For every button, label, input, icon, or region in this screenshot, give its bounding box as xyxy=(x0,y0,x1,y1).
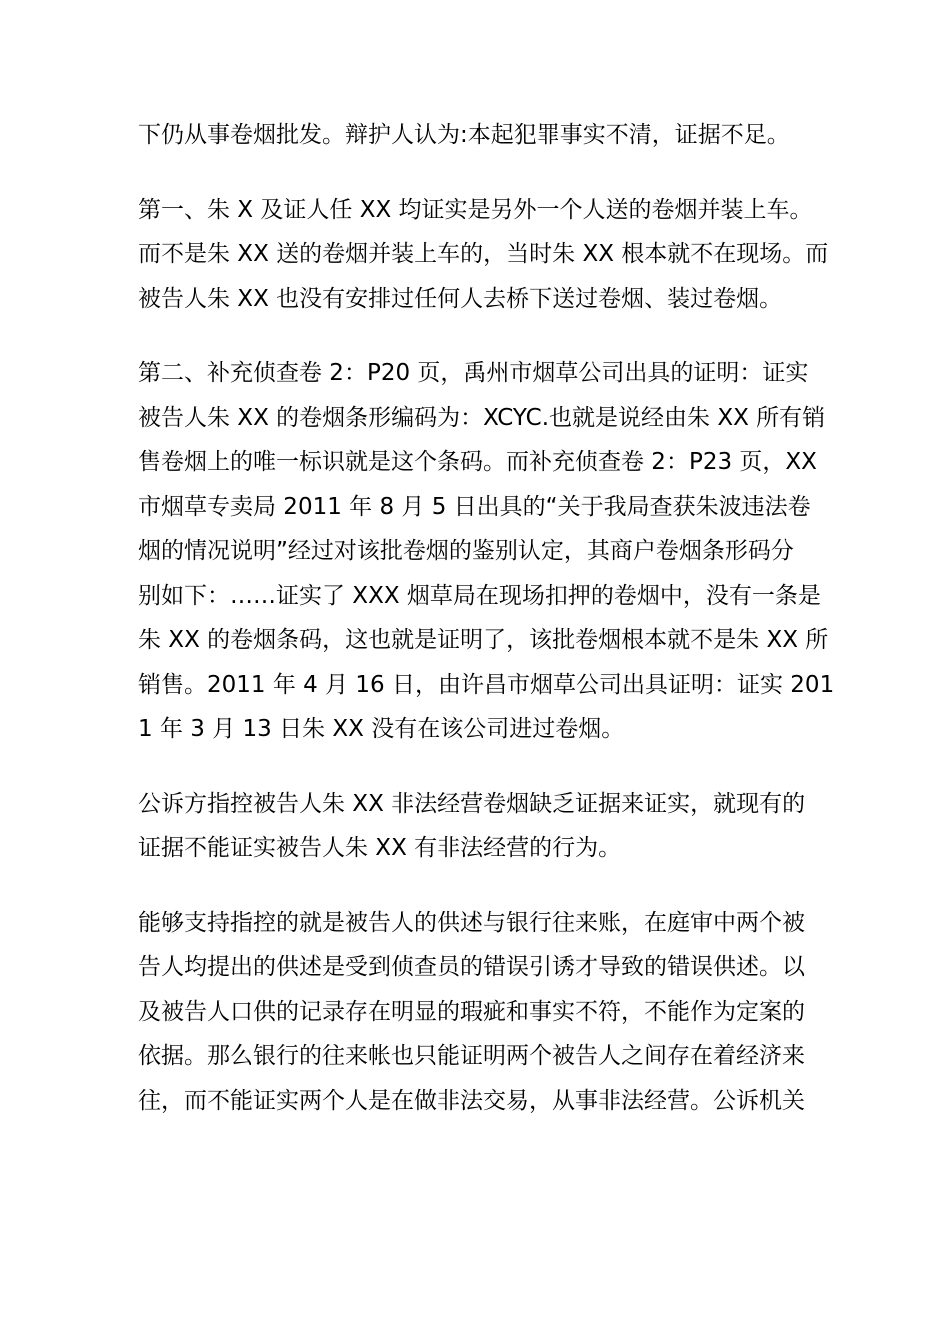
text-line: 而不是朱 XX 送的卷烟并装上车的，当时朱 XX 根本就不在现场。而 xyxy=(138,241,829,267)
text-line: 公诉方指控被告人朱 XX 非法经营卷烟缺乏证据来证实，就现有的 xyxy=(138,790,806,817)
paragraph-2 xyxy=(138,188,828,322)
text-line: 证据不能证实被告人朱 XX 有非法经营的行为。 xyxy=(138,835,622,861)
text-line: 别如下：……证实了 XXX 烟草局在现场扣押的卷烟中，没有一条是 xyxy=(138,582,821,609)
text-line: 及被告人口供的记录存在明显的瑕疵和事实不符，不能作为定案的 xyxy=(138,998,805,1025)
text-line: 第二、补充侦查卷 2：P20 页，禹州市烟草公司出具的证明：证实 xyxy=(138,360,809,386)
paragraph-1 xyxy=(138,113,828,158)
text-line: 依据。那么银行的往来帐也只能证明两个被告人之间存在着经济来 xyxy=(138,1043,805,1069)
text-line: 市烟草专卖局 2011 年 8 月 5 日出具的“关于我局查获朱波违法卷 xyxy=(138,493,811,520)
text-line: 朱 XX 的卷烟条码，这也就是证明了，该批卷烟根本就不是朱 XX 所 xyxy=(138,627,829,653)
text-line: 第一、朱 X 及证人任 XX 均证实是另外一个人送的卷烟并装上车。 xyxy=(138,196,813,223)
text-line: 往，而不能证实两个人是在做非法交易，从事非法经营。公诉机关 xyxy=(138,1087,805,1114)
paragraph-5 xyxy=(138,901,828,1124)
paragraph-3 xyxy=(138,351,835,752)
text-line: 烟的情况说明”经过对该批卷烟的鉴别认定，其商户卷烟条形码分 xyxy=(138,538,794,564)
text-line: 能够支持指控的就是被告人的供述与银行往来账，在庭审中两个被 xyxy=(138,909,805,936)
document-body xyxy=(138,113,835,1123)
text-line: 售卷烟上的唯一标识就是这个条码。而补充侦查卷 2：P23 页，XX xyxy=(138,449,817,475)
text-line: 被告人朱 XX 的卷烟条形编码为：XCYC.也就是说经由朱 XX 所有销 xyxy=(138,404,826,431)
text-line: 1 年 3 月 13 日朱 XX 没有在该公司进过卷烟。 xyxy=(138,716,625,742)
paragraph-4 xyxy=(138,782,828,871)
text-line: 告人均提出的供述是受到侦查员的错误引诱才导致的错误供述。以 xyxy=(138,954,805,980)
text-line: 被告人朱 XX 也没有安排过任何人去桥下送过卷烟、装过卷烟。 xyxy=(138,285,783,312)
text-line: 销售。2011 年 4 月 16 日，由许昌市烟草公司出具证明：证实 201 xyxy=(138,671,835,698)
text-line: 下仍从事卷烟批发。辩护人认为:本起犯罪事实不清，证据不足。 xyxy=(138,122,790,148)
